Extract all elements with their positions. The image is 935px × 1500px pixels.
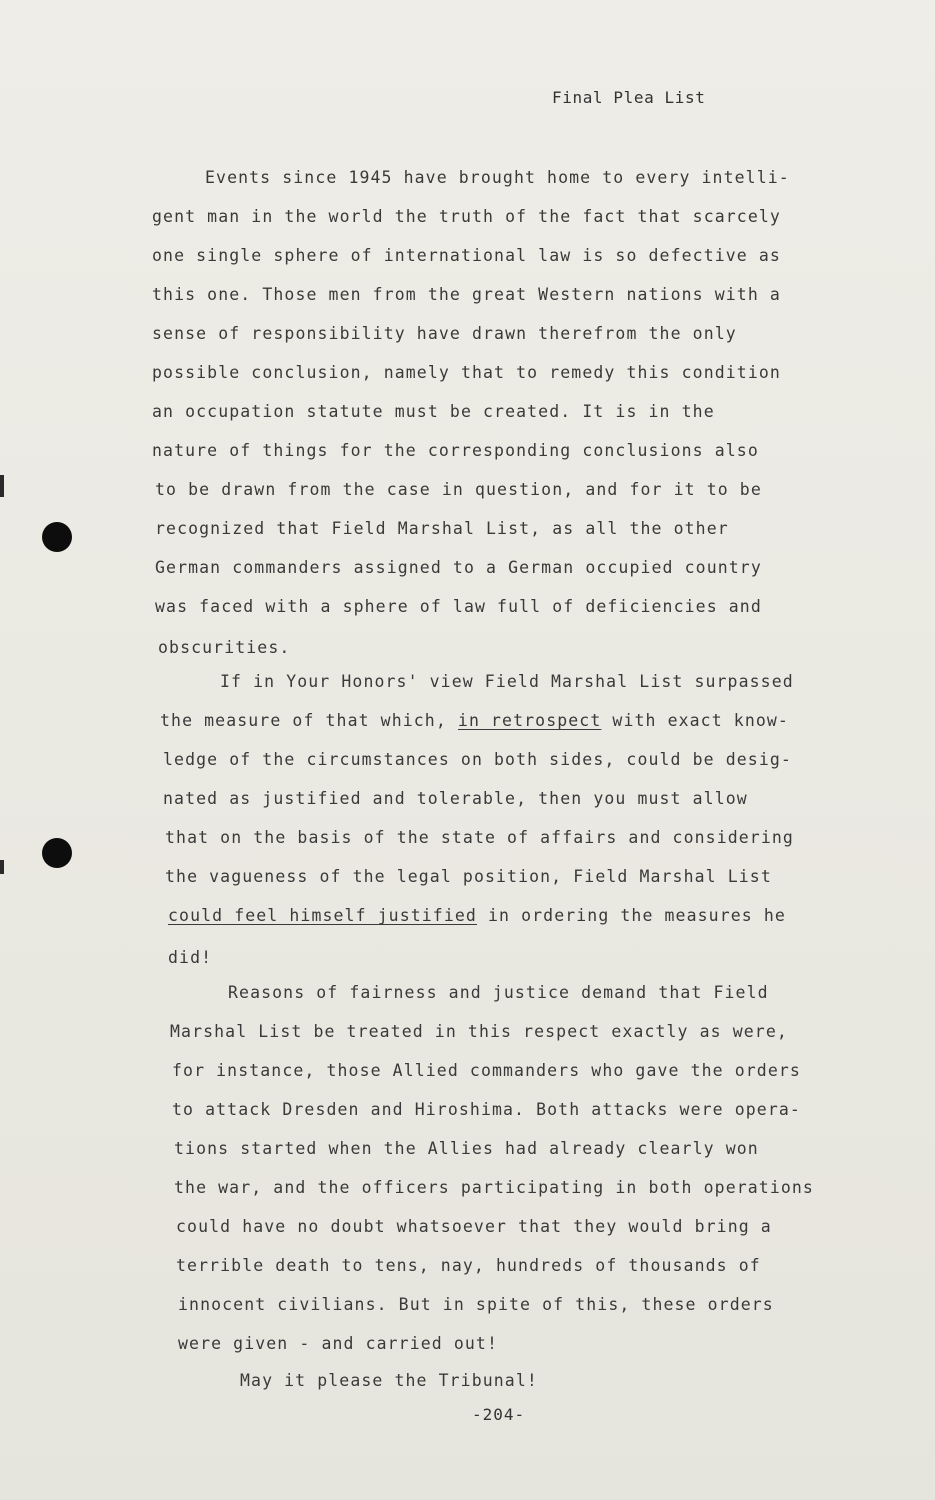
- punch-hole: [42, 522, 72, 552]
- edge-mark: [0, 475, 4, 497]
- text-line: to be drawn from the case in question, and for it to be: [155, 480, 762, 499]
- text-span: with exact know-: [601, 711, 789, 730]
- text-line: Marshal List be treated in this respect exactly as were,: [170, 1022, 788, 1041]
- text-line: to attack Dresden and Hiroshima. Both attacks were opera-: [172, 1100, 801, 1119]
- punch-hole: [42, 838, 72, 868]
- text-line: possible conclusion, namely that to remedy this condition: [152, 363, 781, 382]
- text-line: Reasons of fairness and justice demand that Field: [228, 983, 769, 1002]
- text-span: the measure of that which,: [160, 711, 458, 730]
- text-line: nated as justified and tolerable, then you must allow: [163, 789, 748, 808]
- text-span: in ordering the measures he: [476, 906, 786, 925]
- page-number: -204-: [472, 1405, 526, 1424]
- text-line: one single sphere of international law is so defective as: [152, 246, 781, 265]
- text-line: [168, 906, 786, 925]
- text-line: an occupation statute must be created. It is in the: [152, 402, 715, 421]
- text-line: was faced with a sphere of law full of deficiencies and: [155, 597, 762, 616]
- text-line: the vagueness of the legal position, Field Marshal List: [165, 867, 772, 886]
- text-line: tions started when the Allies had already clearly won: [174, 1139, 759, 1158]
- text-line: recognized that Field Marshal List, as all the other: [155, 519, 729, 538]
- text-line: [160, 711, 789, 730]
- document-header: Final Plea List: [552, 88, 706, 107]
- text-line: that on the basis of the state of affairs and considering: [165, 828, 794, 847]
- underlined-phrase: could feel himself justified: [168, 906, 477, 925]
- edge-mark: [0, 860, 4, 874]
- text-line: German commanders assigned to a German occupied country: [155, 558, 762, 577]
- text-line: gent man in the world the truth of the fact that scarcely: [152, 207, 781, 226]
- text-line: were given - and carried out!: [178, 1334, 498, 1353]
- text-line: nature of things for the corresponding conclusions also: [152, 441, 759, 460]
- text-line: this one. Those men from the great Western nations with a: [152, 285, 781, 304]
- text-line: the war, and the officers participating in both operations: [174, 1178, 814, 1197]
- underlined-phrase: in retrospect: [457, 711, 602, 730]
- text-line: obscurities.: [158, 638, 291, 657]
- text-line: ledge of the circumstances on both sides, could be desig-: [163, 750, 792, 769]
- text-line: terrible death to tens, nay, hundreds of thousands of: [176, 1256, 761, 1275]
- text-line: could have no doubt whatsoever that they would bring a: [176, 1217, 772, 1236]
- text-line: If in Your Honors' view Field Marshal List surpassed: [220, 672, 794, 691]
- text-line: sense of responsibility have drawn therefrom the only: [152, 324, 737, 343]
- text-line: for instance, those Allied commanders who gave the orders: [172, 1061, 801, 1080]
- text-line: Events since 1945 have brought home to every intelli-: [205, 168, 790, 187]
- text-line: did!: [168, 948, 213, 967]
- text-line: innocent civilians. But in spite of this, these orders: [178, 1295, 774, 1314]
- closing-line: May it please the Tribunal!: [240, 1371, 538, 1390]
